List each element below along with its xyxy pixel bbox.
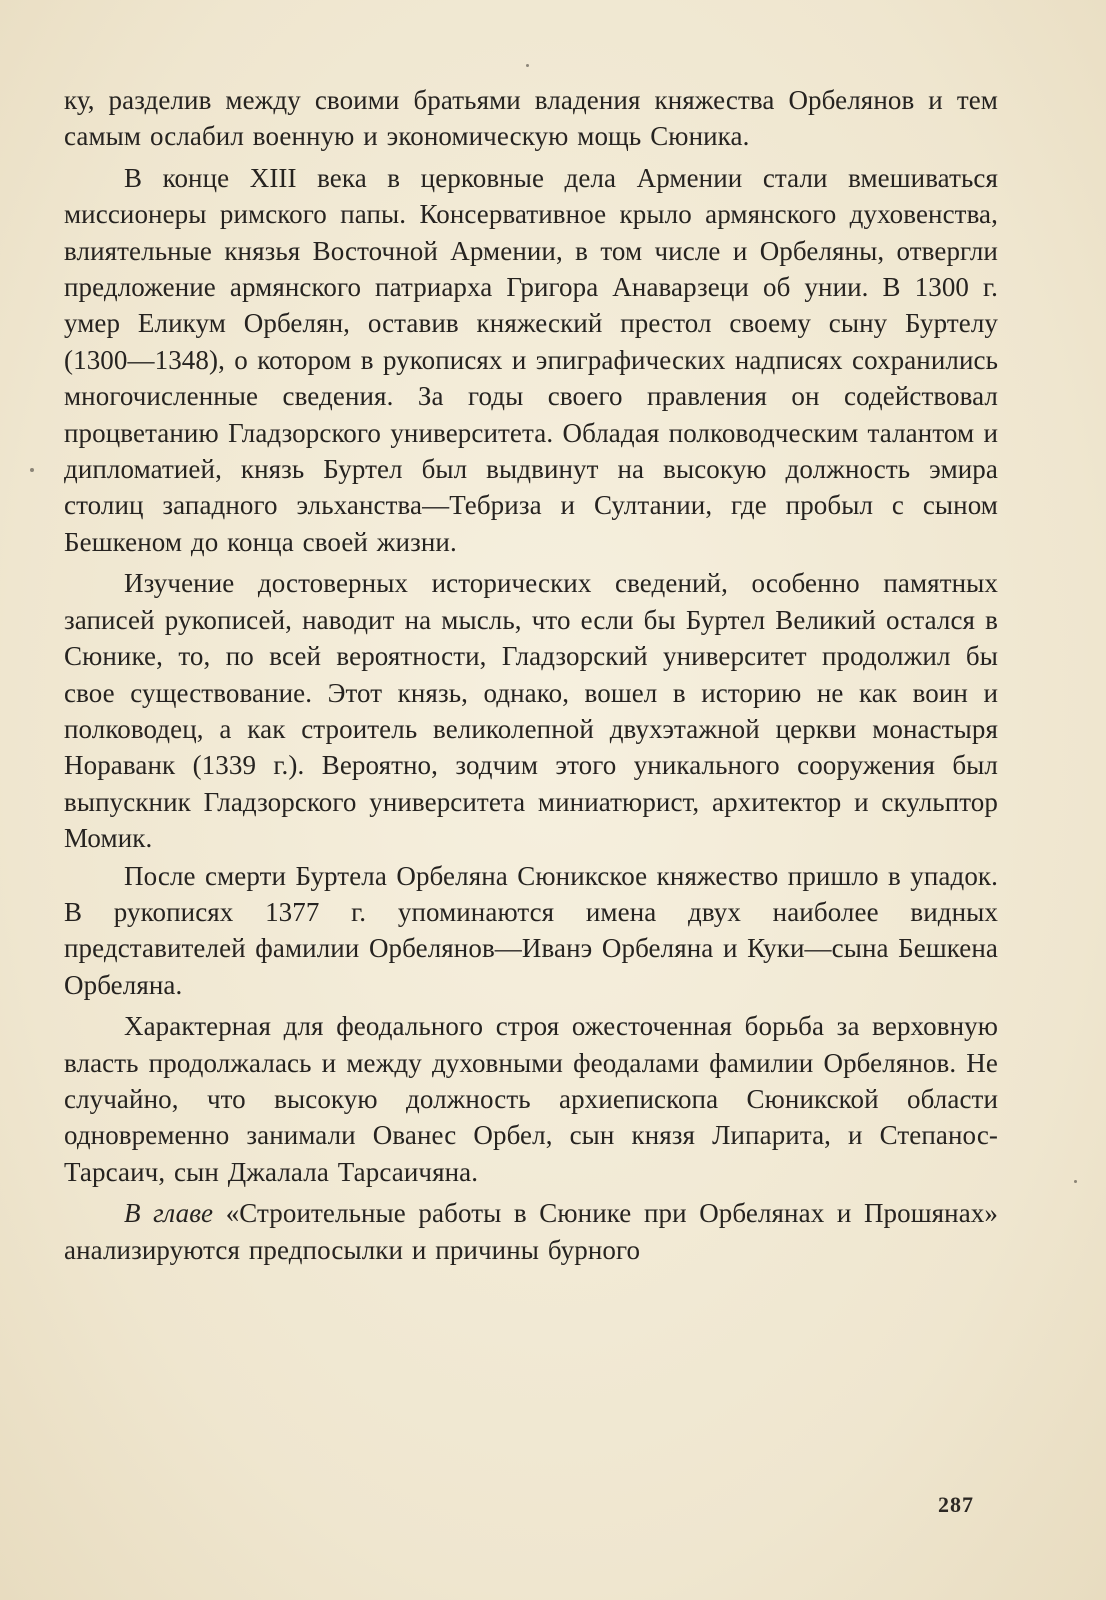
- paragraph-decline: После смерти Буртела Орбеляна Сюникское княжество пришло в упадок. В рукописях 1377 г. упоминаются имена двух наиболее видных представителей фамилии Орбелянов—Иванэ Орбеляна и Куки—сына Бешкена Орбеляна.: [64, 860, 998, 1000]
- paragraph-chapter-reference: [64, 1195, 998, 1268]
- chapter-reference-text: «Строительные работы в Сюнике при Орбелянах и Прошянах» анализируются предпосылки и причины бурного: [64, 1198, 998, 1265]
- text-page: [64, 82, 998, 1562]
- paragraph-church-affairs: В конце XIII века в церковные дела Армении стали вмешиваться миссионеры римского папы. Консервативное крыло армянского духовенства, влиятельные князья Восточной Армении, в том числе и Орбеляны, отвергли предложение армянского патриарха Григора Анаварзеци об унии. В 1300 г. умер Еликум Орбелян, оставив княжеский престол своему сыну Буртелу (1300—1348), о котором в рукописях и эпиграфических надписях сохранились многочисленные сведения. За годы своего правления он содействовал процветанию Гладзорского университета. Обладая полководческим талантом и дипломатией, князь Буртел был выдвинут на высокую должность эмира столиц западного эльханства—Тебриза и Султании, где пробыл с сыном Бешкеном до конца своей жизни.: [64, 162, 998, 557]
- continuation-paragraph: ку, разделив между своими братьями владения княжества Орбелянов и тем самым ослабил военную и экономическую мощь Сюника.: [64, 85, 998, 152]
- scan-speck: [526, 64, 529, 67]
- scan-speck: [30, 468, 34, 472]
- paragraph-feudal-struggle: Характерная для феодального строя ожесточенная борьба за верховную власть продолжалась и между духовными феодалами фамилии Орбелянов. Не случайно, что высокую должность архиепископа Сюникской области одновременно занимали Ованес Орбел, сын князя Липарита, и Степанос-Тарсаич, сын Джалала Тарсаичяна.: [64, 1011, 998, 1187]
- text-column: [64, 82, 998, 1268]
- paragraph-burtel-great: Изучение достоверных исторических сведений, особенно памятных записей рукописей, наводит на мысль, что если бы Буртел Великий остался в Сюнике, то, по всей вероятности, Гладзорский университет продолжил бы свое существование. Этот князь, однако, вошел в историю не как воин и полководец, а как строитель великолепной двухэтажной церкви монастыря Нораванк (1339 г.). Вероятно, зодчим этого уникального сооружения был выпускник Гладзорского университета миниатюрист, архитектор и скульптор Момик.: [64, 568, 998, 854]
- scan-speck: [1074, 1180, 1077, 1183]
- page-number: 287: [938, 1492, 974, 1517]
- chapter-reference-italic: В главе: [124, 1198, 214, 1229]
